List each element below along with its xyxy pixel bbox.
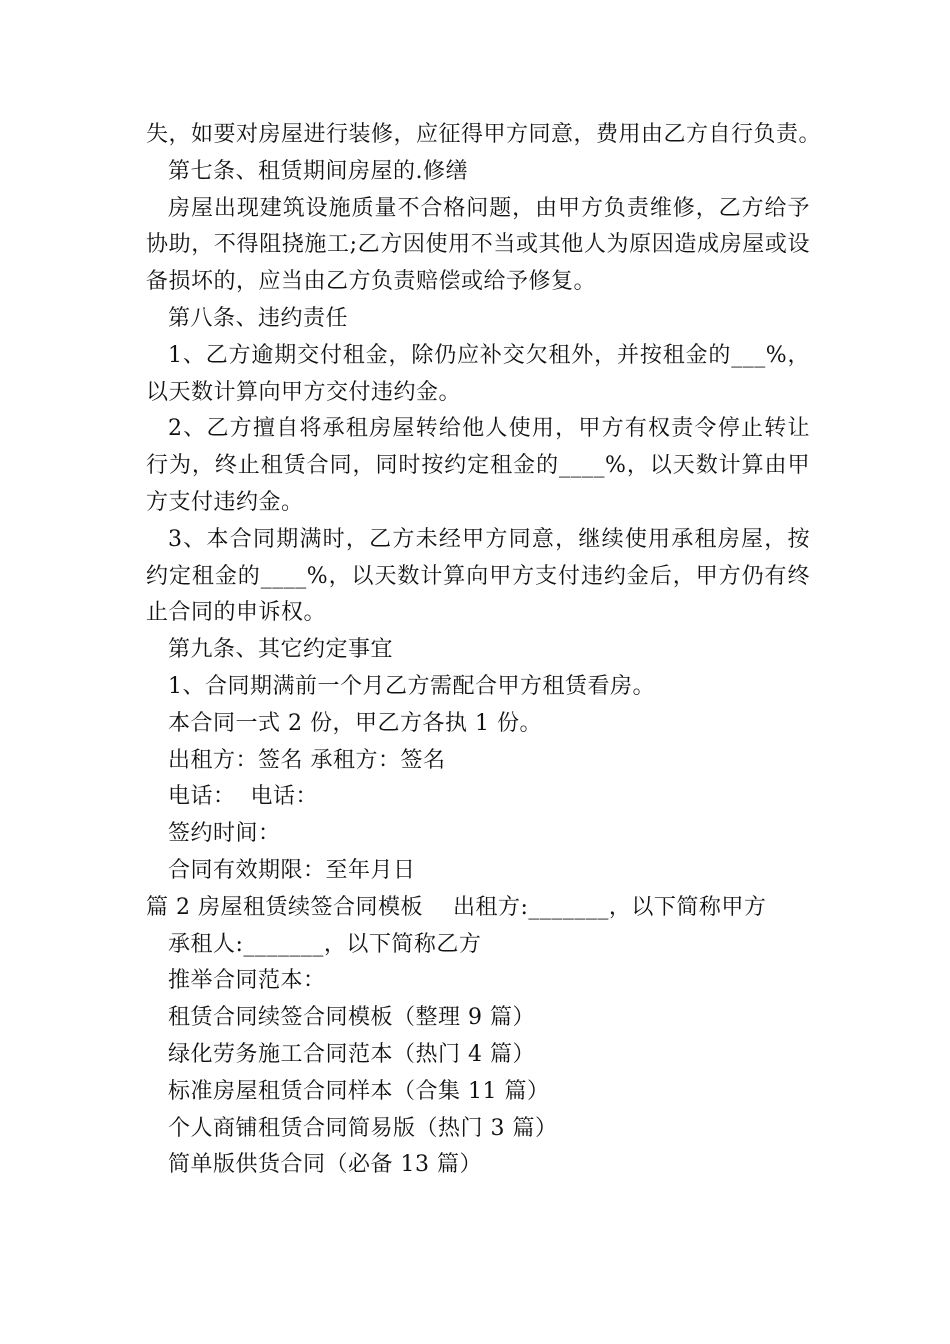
document-body — [146, 117, 822, 1184]
article-8-item-3: 3、本合同期满时，乙方未经甲方同意，继续使用承租房屋，按约定租金的____%，以天数计算向甲方支付违约金后，甲方仍有终止合同的申诉权。 — [146, 526, 810, 626]
phone-line: 电话： 电话： — [168, 784, 318, 810]
signature-line: 出租方：签名 承租方：签名 — [168, 747, 446, 773]
recommend-link[interactable]: 个人商铺租赁合同简易版（热门 3 篇） — [168, 1115, 558, 1141]
article-8-item-2: 2、乙方擅自将承租房屋转给他人使用，甲方有权责令停止转让行为，终止租赁合同，同时按约定租金的____%，以天数计算由甲方支付违约金。 — [146, 416, 810, 515]
tenant-line: 承租人:_______，以下简称乙方 — [168, 931, 482, 957]
recommend-link[interactable]: 简单版供货合同（必备 13 篇） — [168, 1152, 482, 1178]
article-9-item-1: 1、合同期满前一个月乙方需配合甲方租赁看房。 — [168, 673, 655, 699]
recommend-link[interactable]: 租赁合同续签合同模板（整理 9 篇） — [168, 1005, 535, 1031]
article-9-title: 第九条、其它约定事宜 — [168, 637, 394, 663]
sign-time-line: 签约时间： — [168, 821, 281, 847]
article-8-item-1: 1、乙方逾期交付租金，除仍应补交欠租外，并按租金的___%，以天数计算向甲方交付违约金。 — [146, 342, 810, 405]
article-7-title: 第七条、租赁期间房屋的.修缮 — [168, 158, 468, 184]
recommend-link[interactable]: 绿化劳务施工合同范本（热门 4 篇） — [168, 1041, 535, 1067]
recommend-title: 推举合同范本： — [168, 968, 326, 994]
validity-line: 合同有效期限：至年月日 — [168, 857, 416, 883]
section-2-heading: 篇 2 房屋租赁续签合同模板 出租方:_______，以下简称甲方 — [146, 894, 767, 920]
article-7-body: 房屋出现建筑设施质量不合格问题，由甲方负责维修，乙方给予协助，不得阻挠施工;乙方因使用不当或其他人为原因造成房屋或设备损坏的，应当由乙方负责赔偿或给予修复。 — [146, 195, 810, 295]
article-8-title: 第八条、违约责任 — [168, 305, 349, 331]
continued-paragraph-line: 失，如要对房屋进行装修，应征得甲方同意，费用由乙方自行负责。 — [146, 122, 822, 147]
copies-clause: 本合同一式 2 份，甲乙方各执 1 份。 — [168, 710, 542, 736]
recommend-link[interactable]: 标准房屋租赁合同样本（合集 11 篇） — [168, 1078, 550, 1104]
